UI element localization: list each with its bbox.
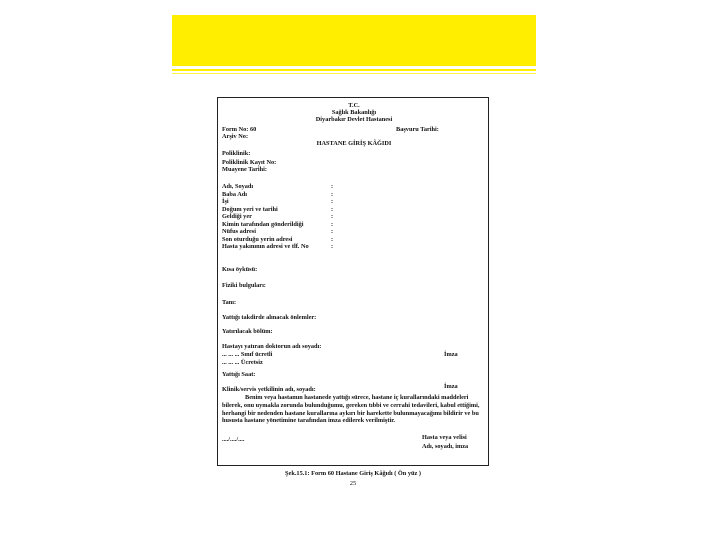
colon: :	[331, 205, 334, 213]
field-birth: Doğum yeri ve tarihi	[222, 205, 278, 213]
colon: :	[331, 235, 334, 243]
yellow-divider-line-thin	[172, 73, 536, 74]
physical-findings: Fiziki bulguları:	[222, 282, 266, 289]
header-ministry: Sağlık Bakanlığı	[331, 109, 377, 116]
hospital-admission-form	[217, 97, 489, 466]
application-date: Başvuru Tarihi:	[396, 126, 439, 133]
header-hospital: Diyarbakır Devlet Hastanesi	[315, 116, 393, 123]
admission-time: Yattığı Saat:	[222, 371, 256, 378]
colon: :	[331, 228, 334, 235]
signature-2: İmza	[444, 383, 458, 390]
ward: Yatırılacak bölüm:	[222, 328, 273, 335]
field-relative-contact: Hasta yakınının adresi ve tlf. No	[222, 243, 309, 250]
colon: :	[331, 190, 334, 198]
signature-1: İmza	[444, 351, 458, 358]
short-story: Kısa öyküsü:	[222, 266, 258, 273]
field-last-address: Son oturduğu yerin adresi	[222, 235, 293, 243]
consent-text: Benim veya hastamın hastanede yattığı sürece, hastane iç kurallarındaki maddeleri bilerek, onu uymakla zorunda bulunduğumu, gereken tıbbi ve cerrahi tedavileri, kabul ettiğimi, herhangi bir nedenden hastane kurallarına aykırı bir harekette bulunmayacağımı bildirir ve bu hususta hastane yönetimine tarafından imza edilerek verilmiştir.	[222, 394, 480, 425]
patient-or-guardian: Hasta veya velisi	[422, 434, 467, 441]
admitting-doctor: Hastayı yatıran doktorun adı soyadı:	[222, 343, 322, 350]
colon: :	[331, 183, 334, 190]
diagnosis: Tanı:	[222, 299, 237, 306]
free-of-charge: ... ... ... Ücretsiz	[222, 359, 263, 366]
class-fee: ... ... ... Sınıf ücretli	[222, 351, 273, 358]
field-origin: Geldiği yer	[222, 213, 252, 220]
colon: :	[331, 243, 334, 250]
precautions: Yattığı takdirde alınacak önlemler:	[222, 314, 317, 321]
consent-paragraph	[222, 394, 484, 425]
polyclinic: Poliklinik:	[222, 150, 251, 157]
name-signature: Adı, soyadı, imza	[422, 443, 469, 450]
field-father-name: Baba Adı	[222, 190, 248, 198]
form-number: Form No: 60	[222, 126, 257, 133]
clinic-clerk: Klinik/servis yetkilinin adı, soyadı:	[222, 386, 316, 393]
exam-date: Muayene Tarihi:	[222, 166, 267, 173]
figure-caption: Şek.15.1: Form 60 Hastane Giriş Kâğıdı ( Ön yüz )	[285, 470, 421, 477]
document-title: HASTANE GİRİŞ KÂĞIDI	[316, 140, 392, 147]
field-occupation: İşi	[222, 198, 229, 205]
yellow-title-banner	[172, 15, 536, 66]
field-registry-address: Nüfus adresi	[222, 228, 256, 235]
date-blank: ..../..../....	[222, 436, 245, 443]
colon: :	[331, 198, 334, 205]
header-tc: T.C.	[348, 102, 360, 109]
page-number: 25	[349, 480, 357, 487]
field-referred-by: Kimin tarafından gönderildiği	[222, 220, 304, 228]
polyclinic-reg-no: Poliklinik Kayıt No:	[222, 159, 277, 166]
yellow-divider-line	[172, 69, 536, 71]
colon: :	[331, 213, 334, 220]
archive-number: Arşiv No:	[222, 133, 249, 140]
field-name: Adı, Soyadı	[222, 183, 254, 190]
colon: :	[331, 220, 334, 228]
